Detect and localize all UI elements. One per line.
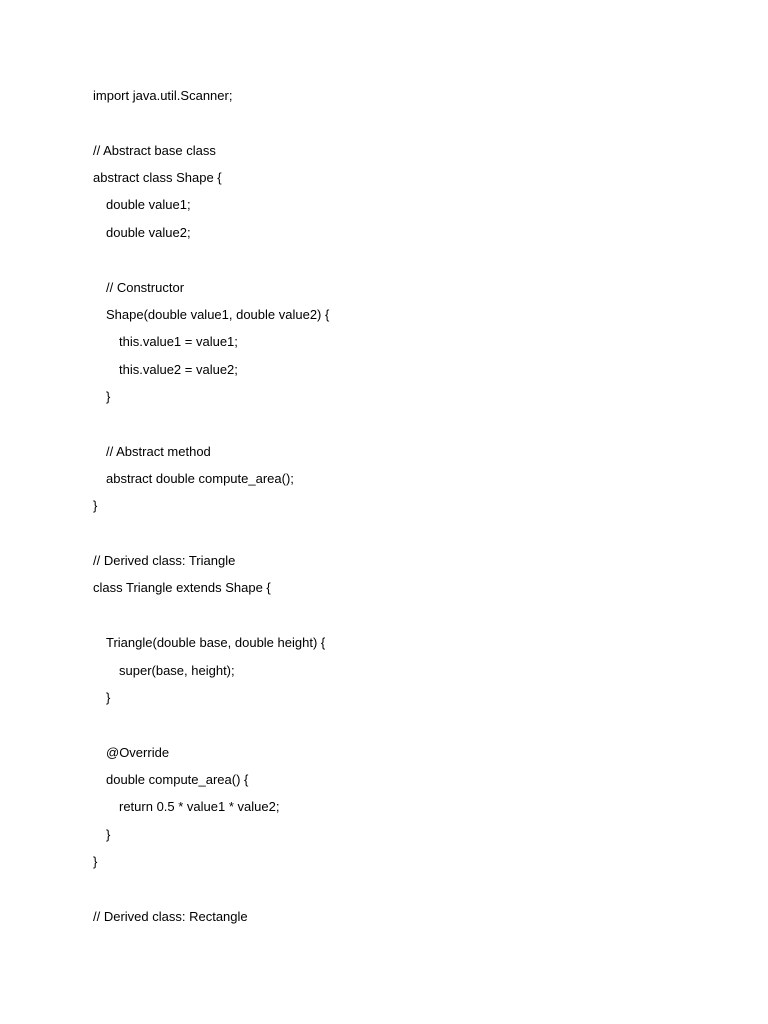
code-line: import java.util.Scanner; xyxy=(93,88,233,103)
code-line: abstract double compute_area(); xyxy=(106,471,294,487)
code-line: // Constructor xyxy=(106,279,185,295)
code-text-block xyxy=(93,82,329,930)
blank-line xyxy=(93,875,329,902)
code-line: class Triangle extends Shape { xyxy=(93,580,271,596)
code-line: Shape(double value1, double value2) { xyxy=(106,306,330,322)
code-line: return 0.5 * value1 * value2; xyxy=(119,799,280,815)
code-line: super(base, height); xyxy=(119,662,235,678)
blank-line xyxy=(93,520,329,547)
code-line: // Derived class: Rectangle xyxy=(93,908,248,924)
code-line: double value1; xyxy=(106,197,191,213)
code-line: double compute_area() { xyxy=(106,771,249,787)
blank-line xyxy=(93,410,329,437)
code-line: // Abstract base class xyxy=(93,142,216,158)
blank-line xyxy=(93,711,329,738)
code-line: // Abstract method xyxy=(106,443,211,459)
code-line: double value2; xyxy=(106,224,191,240)
code-line: // Derived class: Triangle xyxy=(93,553,236,569)
code-line: this.value1 = value1; xyxy=(119,334,238,350)
code-line: } xyxy=(93,854,98,870)
code-line: @Override xyxy=(106,744,170,760)
code-line: } xyxy=(106,689,111,705)
blank-line xyxy=(93,246,329,273)
code-line: abstract class Shape { xyxy=(93,170,222,186)
code-line: } xyxy=(93,498,98,514)
blank-line xyxy=(93,602,329,629)
code-line: } xyxy=(106,826,111,842)
code-line: } xyxy=(106,388,111,404)
code-line: Triangle(double base, double height) { xyxy=(106,635,326,651)
blank-line xyxy=(93,109,329,136)
code-line: this.value2 = value2; xyxy=(119,361,238,377)
